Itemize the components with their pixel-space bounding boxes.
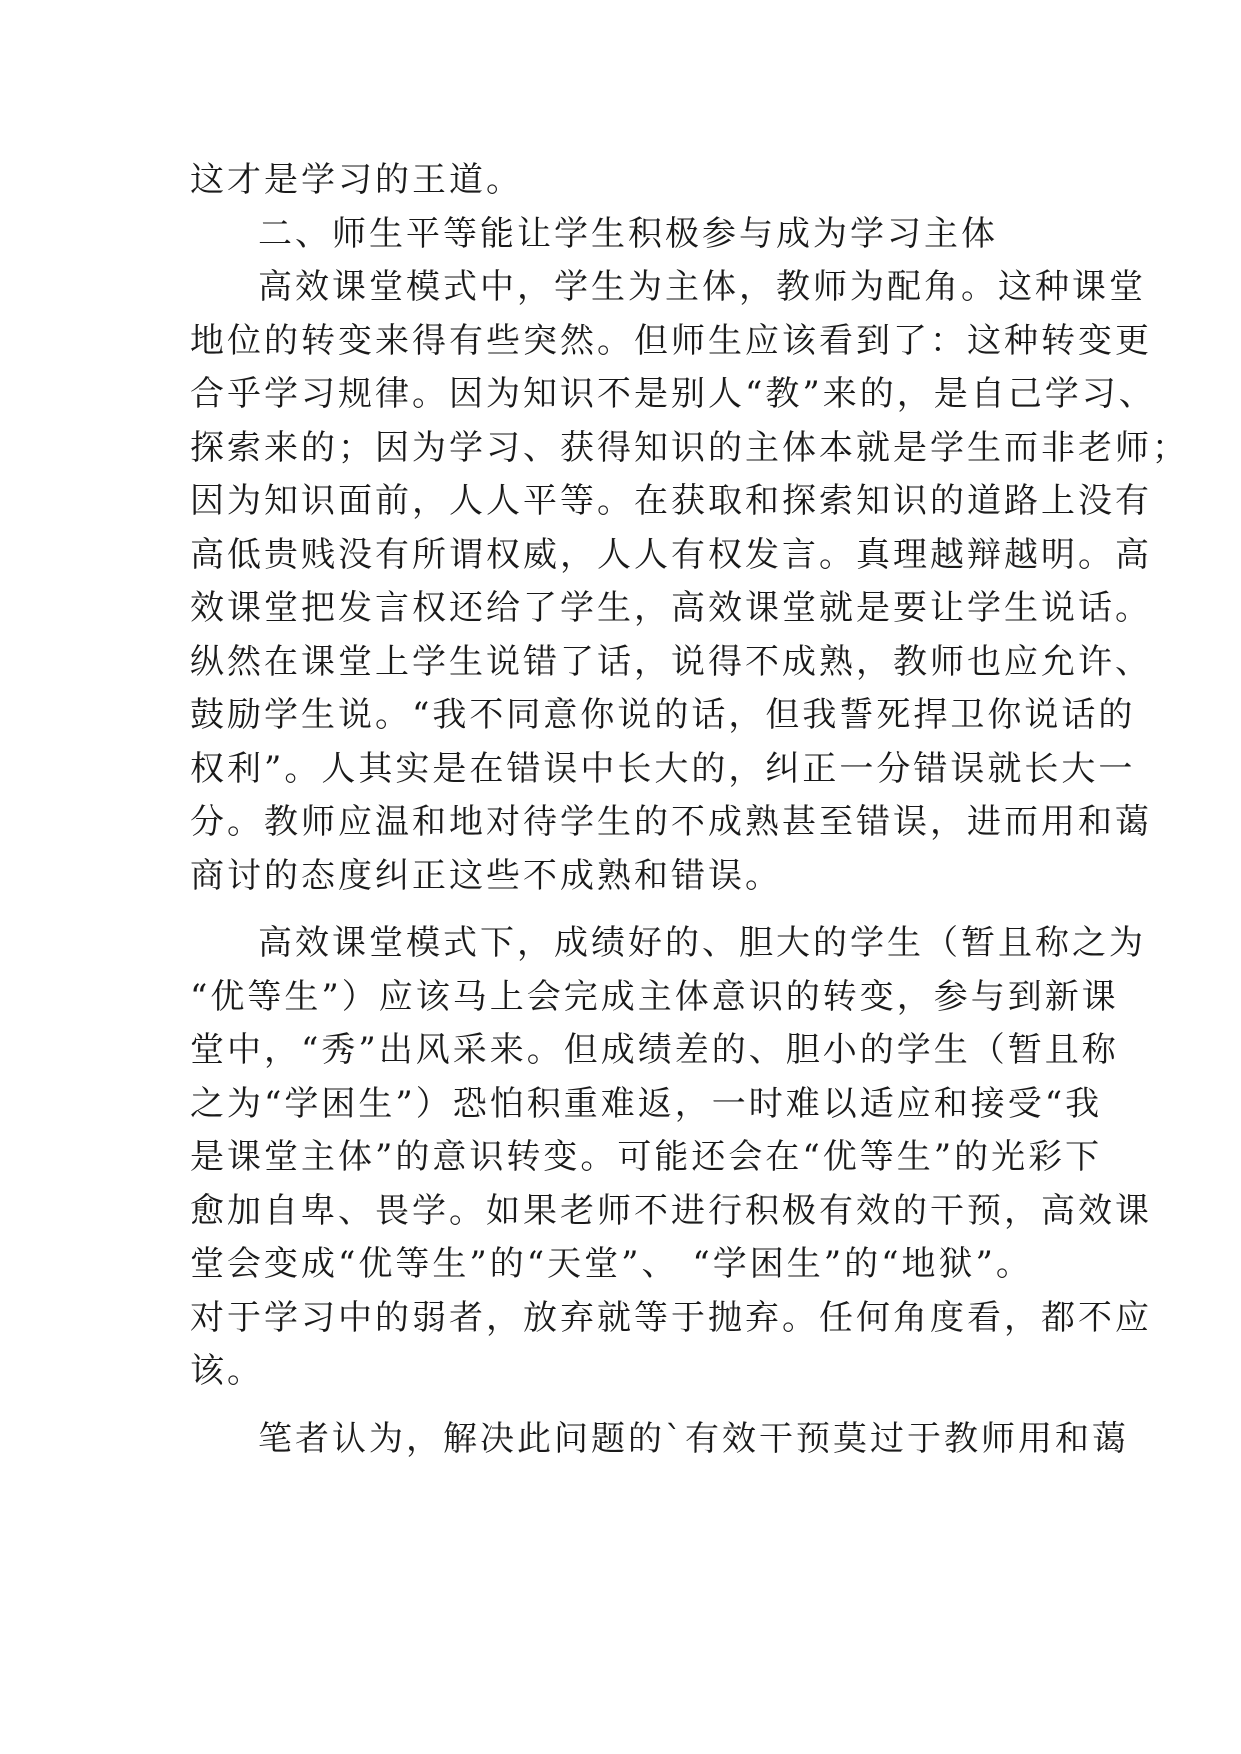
text-line: 对于学习中的弱者，放弃就等于抛弃。任何角度看，都不应 <box>190 1297 1152 1338</box>
text-line: 堂中，“秀”出风采来。但成绩差的、胆小的学生（暂且称 <box>190 1030 1119 1070</box>
text-line: 高效课堂模式中，学生为主体，教师为配角。这种课堂 <box>258 267 1146 307</box>
text-line: 该。 <box>190 1351 264 1391</box>
text-line: 高低贵贱没有所谓权威，人人有权发言。真理越辩越明。高 <box>190 534 1152 575</box>
text-line: 商讨的态度纠正这些不成熟和错误。 <box>190 855 782 896</box>
text-line: 地位的转变来得有些突然。但师生应该看到了：这种转变更 <box>190 320 1152 361</box>
document-body <box>190 154 1189 1466</box>
text-line: 纵然在课堂上学生说错了话，说得不成熟，教师也应允许、 <box>190 641 1152 682</box>
text-line: 高效课堂模式下，成绩好的、胆大的学生（暂且称之为 <box>258 923 1146 963</box>
text-line: 这才是学习的王道。 <box>190 160 523 200</box>
section-heading: 二、师生平等能让学生积极参与成为学习主体 <box>258 213 998 254</box>
text-line: 探索来的；因为学习、获得知识的主体本就是学生而非老师； <box>190 427 1189 468</box>
text-line: 之为“学困生”）恐怕积重难返，一时难以适应和接受“我 <box>190 1083 1103 1124</box>
text-line: 效课堂把发言权还给了学生，高效课堂就是要让学生说话。 <box>190 588 1152 628</box>
text-line: 因为知识面前，人人平等。在获取和探索知识的道路上没有 <box>190 481 1152 521</box>
text-line: 堂会变成“优等生”的“天堂”、 “学困生”的“地狱”。 <box>190 1244 1033 1284</box>
text-line: 分。教师应温和地对待学生的不成熟甚至错误，进而用和蔼 <box>190 802 1152 842</box>
text-line: 合乎学习规律。因为知识不是别人“教”来的，是自己学习、 <box>190 374 1156 414</box>
text-line: 愈加自卑、畏学。如果老师不进行积极有效的干预，高效课 <box>190 1190 1152 1231</box>
text-line: 权利”。人其实是在错误中长大的，纠正一分错误就长大一 <box>190 748 1136 789</box>
text-line: 笔者认为，解决此问题的`有效干预莫过于教师用和蔼 <box>258 1418 1129 1459</box>
text-line: 是课堂主体”的意识转变。可能还会在“优等生”的光彩下 <box>190 1137 1103 1177</box>
text-line: 鼓励学生说。“我不同意你说的话，但我誓死捍卫你说话的 <box>190 695 1136 735</box>
text-line: “优等生”）应该马上会完成主体意识的转变，参与到新课 <box>190 976 1119 1017</box>
